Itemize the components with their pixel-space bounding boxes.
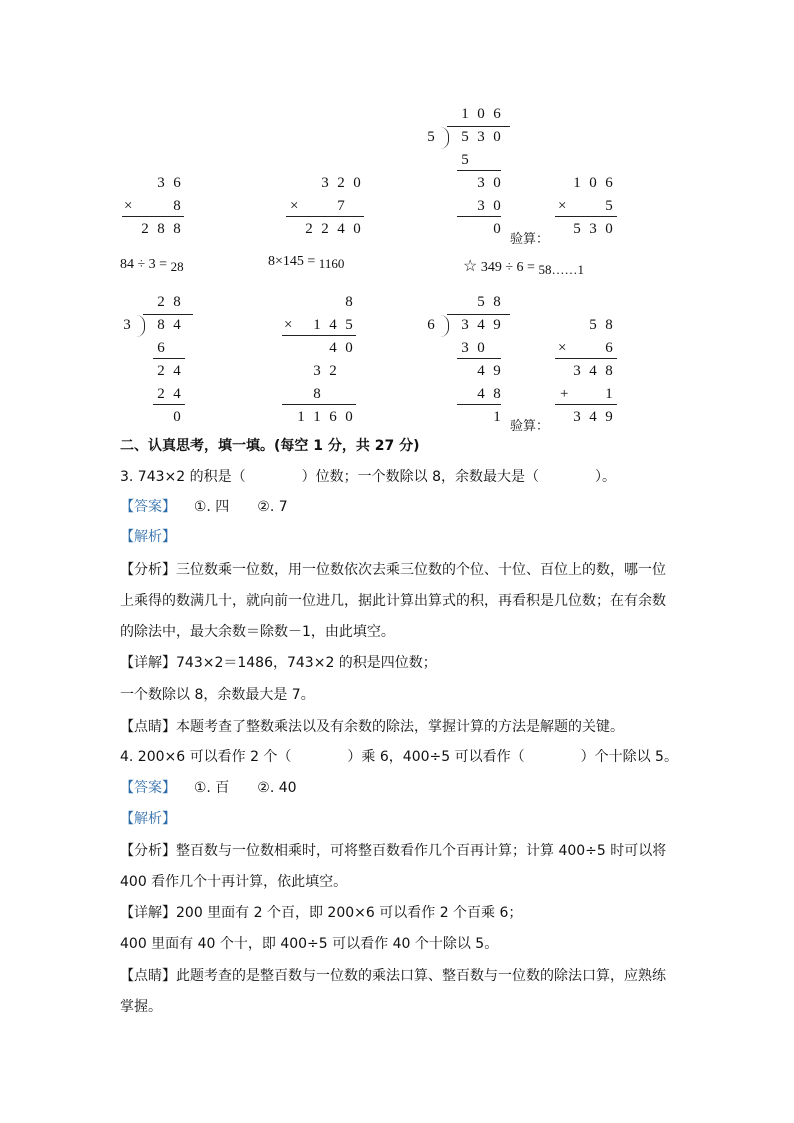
q3-jiexi-tag: 【解析】 <box>120 529 176 545</box>
check-label: 验算： <box>510 419 550 434</box>
dividend-digit: 9 <box>493 317 501 333</box>
digit: 0 <box>345 409 353 425</box>
divisor: 5 <box>427 129 435 145</box>
digit: 5 <box>573 221 581 237</box>
answer-text: ①. 百 ②. 40 <box>193 780 297 796</box>
quotient-digit: 8 <box>173 294 181 310</box>
digit: 0 <box>345 340 353 356</box>
step-digit: 3 <box>461 340 469 356</box>
product-line <box>555 358 617 359</box>
step-digit: 8 <box>493 386 501 402</box>
step-digit: 4 <box>173 386 181 402</box>
digit: 4 <box>589 409 597 425</box>
step-digit: 3 <box>477 198 485 214</box>
digit: 6 <box>173 175 181 191</box>
digit: 2 <box>141 221 149 237</box>
step-digit: 6 <box>157 340 165 356</box>
q4-question: 4. 200×6 可以看作 2 个（ ）乘 6，400÷5 可以看作（ ）个十除以 5。 <box>120 749 678 765</box>
q3-comment <box>120 716 624 738</box>
analysis-tag: 【分析】 <box>120 843 176 859</box>
q4-comment-line-1 <box>120 965 666 987</box>
step-digit: 5 <box>461 152 469 168</box>
digit: 8 <box>157 221 165 237</box>
section-title: 二、认真思考，填一填。(每空 1 分，共 27 分) <box>120 438 420 454</box>
dividend-digit: 3 <box>461 317 469 333</box>
star-icon: ☆ <box>463 258 478 275</box>
q3-detail-line-2: 一个数除以 8，余数最大是 7。 <box>120 687 315 703</box>
step-digit: 0 <box>493 198 501 214</box>
digit: 6 <box>605 340 613 356</box>
step-line <box>457 404 501 405</box>
q4-detail-line-2: 400 里面有 40 个十，即 400÷5 可以看作 40 个十除以 5。 <box>120 936 499 952</box>
dividend-digit: 3 <box>477 129 485 145</box>
times-sign: × <box>284 317 293 333</box>
digit: 8 <box>605 363 613 379</box>
digit: 4 <box>337 221 345 237</box>
digit: 1 <box>313 409 321 425</box>
q4-analysis-line-2: 400 看作几个十再计算，依此填空。 <box>120 874 348 890</box>
q4-answer <box>120 777 297 799</box>
quotient-digit: 6 <box>493 106 501 122</box>
step-line <box>457 170 501 171</box>
dividend-digit: 4 <box>173 317 181 333</box>
equation-text: 349 ÷ 6 = <box>480 260 535 275</box>
times-sign: × <box>290 198 299 214</box>
digit: 3 <box>321 175 329 191</box>
times-sign: × <box>558 340 567 356</box>
plus-sign: + <box>560 386 569 402</box>
q3-analysis-line-2: 上乘得的数满几十，就向前一位进几，据此计算出算式的积，再看积是几位数；在有余数 <box>120 593 666 609</box>
step-digit: 4 <box>173 363 181 379</box>
detail-tag: 【详解】 <box>120 905 176 921</box>
detail-tag: 【详解】 <box>120 655 176 671</box>
digit: 1 <box>573 175 581 191</box>
answer-text: ①. 四 ②. 7 <box>193 499 288 515</box>
division-bar <box>447 314 510 315</box>
digit: 5 <box>345 317 353 333</box>
equation-text: 84 ÷ 3 = <box>120 257 168 272</box>
dividend-digit: 4 <box>477 317 485 333</box>
q3-analysis-line-3: 的除法中，最大余数＝除数－1，由此填空。 <box>120 624 395 640</box>
q4-detail-line-1 <box>120 902 522 924</box>
partial-line <box>282 335 356 336</box>
digit: 8 <box>605 317 613 333</box>
result-line <box>282 404 356 405</box>
analysis-text: 三位数乘一位数，用一位数依次去乘三位数的个位、十位、百位上的数，哪一位 <box>176 562 666 578</box>
digit: 3 <box>313 363 321 379</box>
division-bracket <box>136 315 145 337</box>
remainder-digit: 0 <box>173 409 181 425</box>
step-digit: 2 <box>157 386 165 402</box>
digit: 3 <box>157 175 165 191</box>
remainder-digit: 0 <box>493 221 501 237</box>
step-line <box>153 358 185 359</box>
digit: 3 <box>573 409 581 425</box>
digit: 4 <box>329 340 337 356</box>
division-bar <box>447 126 510 127</box>
digit: 0 <box>353 175 361 191</box>
detail-text: 200 里面有 2 个百，即 200×6 可以看作 2 个百乘 6； <box>176 905 523 921</box>
equation-84-div-3 <box>120 256 184 273</box>
digit: 1 <box>313 317 321 333</box>
digit: 3 <box>589 221 597 237</box>
digit: 5 <box>605 198 613 214</box>
answer-tag: 【答案】 <box>120 780 176 796</box>
digit: 1 <box>297 409 305 425</box>
times-sign: × <box>558 198 567 214</box>
result-line <box>122 216 184 217</box>
comment-text: 本题考查了整数乘法以及有余数的除法，掌握计算的方法是解题的关键。 <box>176 719 624 735</box>
digit: 1 <box>605 386 613 402</box>
detail-text: 743×2＝1486，743×2 的积是四位数； <box>176 655 437 671</box>
digit: 4 <box>589 363 597 379</box>
digit: 7 <box>337 198 345 214</box>
step-digit: 2 <box>157 363 165 379</box>
division-bracket <box>440 315 449 337</box>
step-digit: 9 <box>493 363 501 379</box>
dividend-digit: 0 <box>493 129 501 145</box>
quotient-digit: 0 <box>477 106 485 122</box>
quotient-digit: 1 <box>461 106 469 122</box>
digit: 8 <box>313 386 321 402</box>
digit: 4 <box>329 317 337 333</box>
q3-detail-line-1 <box>120 652 437 674</box>
equation-text: 8×145 = <box>268 254 316 269</box>
digit: 9 <box>605 409 613 425</box>
analysis-text: 整百数与一位数相乘时，可将整百数看作几个百再计算；计算 400÷5 时可以将 <box>176 843 667 859</box>
result-line <box>555 404 617 405</box>
digit: 8 <box>173 198 181 214</box>
q3-answer <box>120 496 288 518</box>
analysis-tag: 【分析】 <box>120 562 176 578</box>
digit: 2 <box>321 221 329 237</box>
division-bar <box>143 314 193 315</box>
dividend-digit: 8 <box>157 317 165 333</box>
result-line <box>555 216 617 217</box>
comment-text: 此题考查的是整百数与一位数的乘法口算、整百数与一位数的除法口算，应熟练 <box>176 968 666 984</box>
check-label: 验算： <box>510 232 550 247</box>
q4-jiexi-tag: 【解析】 <box>120 811 176 827</box>
digit: 5 <box>589 317 597 333</box>
digit: 2 <box>329 363 337 379</box>
q3-question: 3. 743×2 的积是（ ）位数；一个数除以 8，余数最大是（ ）。 <box>120 469 616 485</box>
times-sign: × <box>124 198 133 214</box>
digit: 6 <box>329 409 337 425</box>
step-digit: 4 <box>477 386 485 402</box>
digit: 6 <box>605 175 613 191</box>
digit: 3 <box>573 363 581 379</box>
division-bracket <box>440 127 449 149</box>
step-digit: 4 <box>477 363 485 379</box>
step-line <box>457 358 501 359</box>
digit: 0 <box>605 221 613 237</box>
q4-analysis-line-1 <box>120 840 666 862</box>
comment-tag: 【点睛】 <box>120 719 176 735</box>
step-digit: 0 <box>493 175 501 191</box>
digit: 0 <box>353 221 361 237</box>
answer-tag: 【答案】 <box>120 499 176 515</box>
divisor: 6 <box>427 317 435 333</box>
equation-answer: 1160 <box>318 256 345 271</box>
step-line <box>457 216 501 217</box>
step-digit: 0 <box>477 340 485 356</box>
digit: 0 <box>589 175 597 191</box>
digit: 8 <box>345 294 353 310</box>
q4-comment-line-2: 掌握。 <box>120 999 162 1015</box>
equation-answer: 28 <box>170 259 184 274</box>
equation-349-div-6 <box>463 256 584 276</box>
quotient-digit: 5 <box>477 294 485 310</box>
equation-answer: 58……1 <box>538 262 584 277</box>
quotient-digit: 8 <box>493 294 501 310</box>
digit: 2 <box>337 175 345 191</box>
digit: 8 <box>173 221 181 237</box>
step-line <box>153 404 185 405</box>
quotient-digit: 2 <box>157 294 165 310</box>
comment-tag: 【点睛】 <box>120 968 176 984</box>
dividend-digit: 5 <box>461 129 469 145</box>
divisor: 3 <box>123 317 131 333</box>
remainder-digit: 1 <box>493 409 501 425</box>
q3-analysis-line-1 <box>120 559 666 581</box>
step-digit: 3 <box>477 175 485 191</box>
result-line <box>286 216 364 217</box>
digit: 2 <box>305 221 313 237</box>
equation-8-times-145 <box>268 253 344 270</box>
